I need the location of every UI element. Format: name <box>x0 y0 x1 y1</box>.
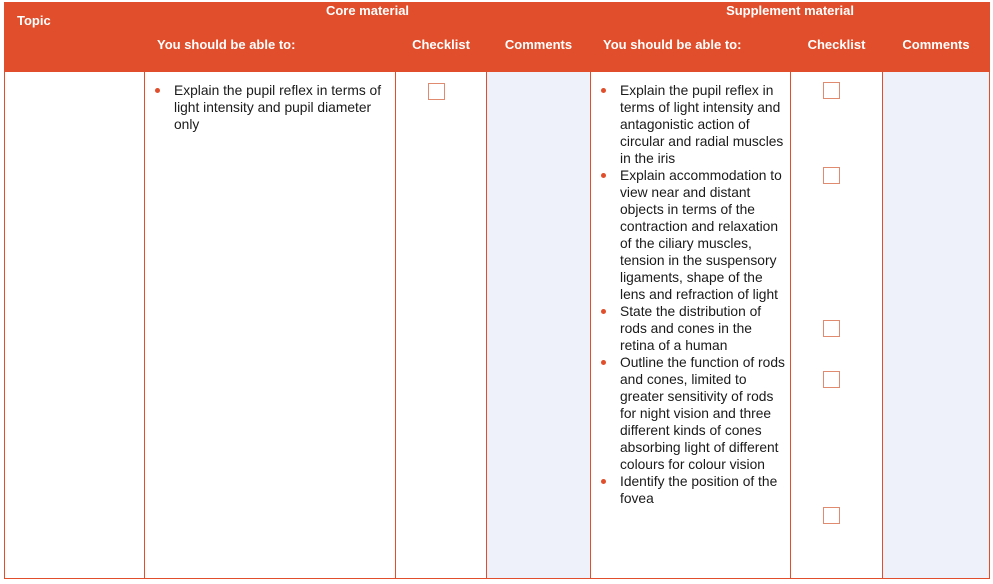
supp-checkbox-4[interactable] <box>823 371 840 388</box>
supp-objectives-list <box>591 72 790 507</box>
header-core-material: Core material <box>145 3 591 37</box>
header-core-comments: Comments <box>487 37 591 72</box>
header-supp-able: You should be able to: <box>591 37 791 72</box>
supp-checklist-cell <box>791 72 883 579</box>
supp-objective-item: State the distribution of rods and cones in the retina of a human <box>599 303 790 354</box>
core-objective-item: Explain the pupil reflex in terms of light intensity and pupil diameter only <box>153 82 395 133</box>
supp-checkbox-1[interactable] <box>823 82 840 99</box>
header-supp-checklist: Checklist <box>791 37 883 72</box>
topic-cell <box>5 72 145 579</box>
supp-checkbox-2[interactable] <box>823 167 840 184</box>
supp-checkbox-3[interactable] <box>823 320 840 337</box>
core-objectives-cell <box>145 72 396 579</box>
core-objectives-list <box>145 72 395 133</box>
supp-objectives-cell <box>591 72 791 579</box>
supp-objective-item: Explain accommodation to view near and distant objects in terms of the contraction and relaxation of the ciliary muscles, tension in the suspensory ligaments, shape of the lens and refraction of light <box>599 167 790 303</box>
supp-objective-item: Explain the pupil reflex in terms of light intensity and antagonistic action of circular and radial muscles in the iris <box>599 82 790 167</box>
syllabus-checklist-table <box>4 2 990 579</box>
supp-objective-item: Identify the position of the fovea <box>599 473 790 507</box>
header-topic: Topic <box>5 3 145 72</box>
supp-objective-item: Outline the function of rods and cones, limited to greater sensitivity of rods for night vision and three different kinds of cones absorbing light of different colours for colour vision <box>599 354 790 473</box>
header-supp-comments: Comments <box>883 37 990 72</box>
core-checklist-cell <box>396 72 487 579</box>
header-core-able: You should be able to: <box>145 37 396 72</box>
header-core-checklist: Checklist <box>396 37 487 72</box>
core-checkbox-1[interactable] <box>428 83 445 100</box>
header-supplement-material: Supplement material <box>591 3 990 37</box>
core-comments-cell[interactable] <box>487 72 591 579</box>
supp-comments-cell[interactable] <box>883 72 990 579</box>
supp-checkbox-5[interactable] <box>823 507 840 524</box>
